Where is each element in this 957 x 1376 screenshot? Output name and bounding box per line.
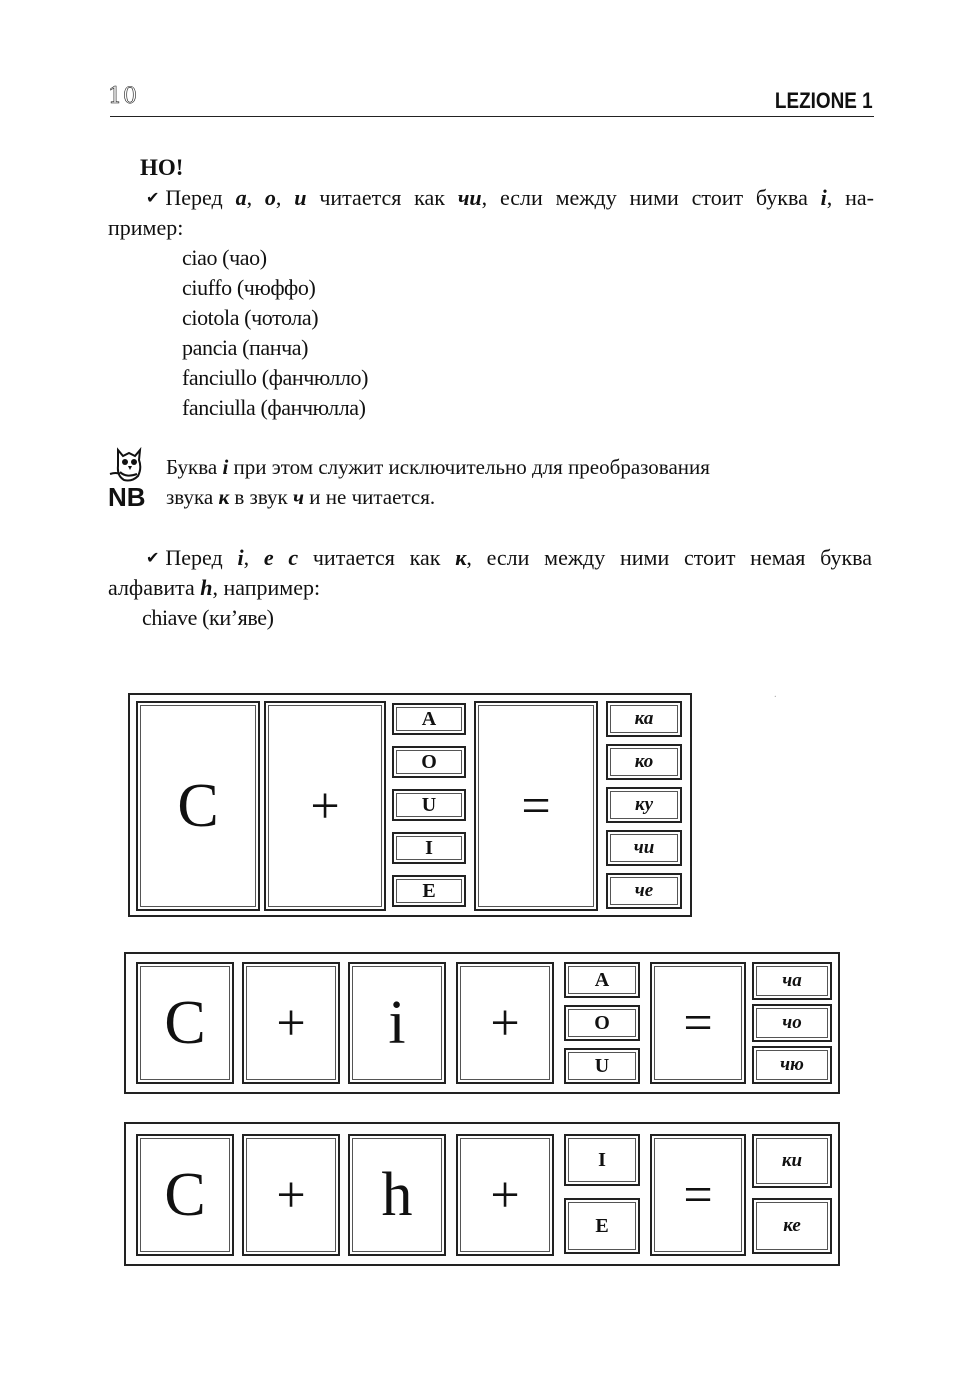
svg-text:NB: NB	[108, 482, 146, 510]
table-cell-plus: +	[264, 701, 386, 911]
table-cell-vowel: A	[564, 962, 640, 998]
table-cell-result: чю	[752, 1046, 832, 1084]
nb-owl-icon	[104, 444, 154, 510]
table-cell-equals: =	[650, 1134, 746, 1256]
table-cell-vowel: U	[564, 1048, 640, 1084]
table-cell-middle: h	[348, 1134, 446, 1256]
table-cell-vowel: E	[564, 1198, 640, 1254]
table-cell-vowel: I	[392, 832, 466, 864]
example-item: ciotola (чотола)	[182, 305, 319, 330]
table-cell-letter: C	[136, 1134, 234, 1256]
header-rule	[110, 116, 874, 117]
example-item: fanciullo (фанчюлло)	[182, 365, 369, 390]
table-c-vowels	[128, 693, 692, 917]
table-cell-equals: =	[474, 701, 598, 911]
example-item: fanciulla (фанчюлла)	[182, 395, 366, 420]
table-cell-vowel: U	[392, 789, 466, 821]
example-item: chiave (ки’яве)	[142, 605, 274, 630]
table-cell-result: чо	[752, 1004, 832, 1042]
table-cell-vowel: O	[392, 746, 466, 778]
table-cell-result: ча	[752, 962, 832, 1000]
table-cell-plus: +	[456, 962, 554, 1084]
table-cell-result: ка	[606, 701, 682, 737]
table-cell-result: ки	[752, 1134, 832, 1188]
table-cell-vowel: O	[564, 1005, 640, 1041]
table-cell-result: че	[606, 873, 682, 909]
table-cell-vowel: A	[392, 703, 466, 735]
section-heading: НО!	[140, 155, 184, 180]
table-cell-middle: i	[348, 962, 446, 1084]
table-cell-vowel: I	[564, 1134, 640, 1186]
table-cell-letter: C	[136, 962, 234, 1084]
example-item: pancia (панча)	[182, 335, 309, 360]
table-cell-result: ко	[606, 744, 682, 780]
note-line2: звука к в звук ч и не читается.	[166, 485, 436, 509]
example-item: ciuffo (чюффо)	[182, 275, 316, 300]
table-cell-equals: =	[650, 962, 746, 1084]
table-c-i-vowels	[124, 952, 840, 1094]
rule1-line2: пример:	[108, 215, 184, 240]
checkmark-icon: ✔	[146, 548, 160, 567]
running-head: LEZIONE 1	[775, 88, 873, 113]
table-cell-result: ке	[752, 1198, 832, 1254]
checkmark-icon: ✔	[146, 188, 160, 207]
table-cell-result: ку	[606, 787, 682, 823]
table-cell-plus: +	[242, 1134, 340, 1256]
example-item: ciao (чао)	[182, 245, 267, 270]
note-line1: Буква i при этом служит исключительно для преобразования	[166, 455, 710, 479]
table-cell-plus: +	[242, 962, 340, 1084]
rule1-line1: ✔ Перед а, о, и читается как чи, если между ними стоит буква i, на-	[146, 185, 874, 210]
rule2-line1: ✔ Перед i, е с читается как к, если между ними стоит немая буква	[146, 545, 873, 570]
table-c-h-vowels	[124, 1122, 840, 1266]
table-cell-vowel: E	[392, 875, 466, 907]
table-cell-result: чи	[606, 830, 682, 866]
page-number: 10	[108, 84, 138, 109]
table-cell-plus: +	[456, 1134, 554, 1256]
scan-dot: ·	[773, 692, 777, 703]
table-cell-letter: C	[136, 701, 260, 911]
rule2-line2: алфавита h, например:	[108, 575, 321, 600]
